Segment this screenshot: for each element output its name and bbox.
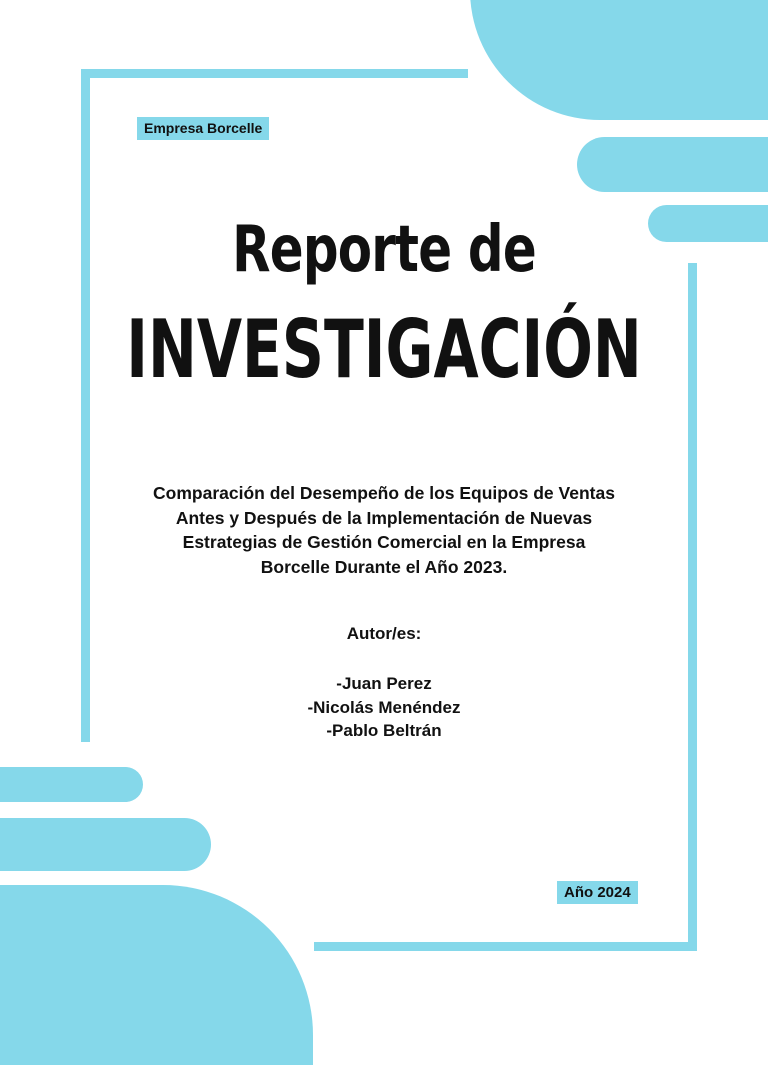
author-name: -Pablo Beltrán: [326, 721, 442, 740]
year-badge: Año 2024: [557, 881, 638, 904]
authors-list: [0, 672, 768, 743]
author-name: -Nicolás Menéndez: [307, 697, 461, 717]
author-name: -Juan Perez: [336, 674, 432, 693]
authors-label: Autor/es:: [346, 624, 422, 643]
title-line-2: INVESTIGACIÓN: [126, 303, 642, 396]
frame-line-right: [688, 263, 697, 951]
frame-line-bottom: [314, 942, 697, 951]
decor-pill-top-right-1: [577, 137, 768, 192]
decor-shape-top-right: [470, 0, 768, 120]
decor-pill-bottom-left-1: [0, 767, 143, 802]
frame-line-top: [81, 69, 468, 78]
report-subtitle: Comparación del Desempeño de los Equipos de Ventas Antes y Después de la Implementación de Nuevas Estrategias de Gestión Comercial en la Empresa Borcelle Durante el Año 2023.: [153, 483, 615, 577]
title-line-1: Reporte de: [232, 213, 536, 287]
company-badge: Empresa Borcelle: [137, 117, 269, 140]
decor-pill-bottom-left-2: [0, 818, 211, 871]
decor-shape-bottom-left: [0, 885, 313, 1065]
